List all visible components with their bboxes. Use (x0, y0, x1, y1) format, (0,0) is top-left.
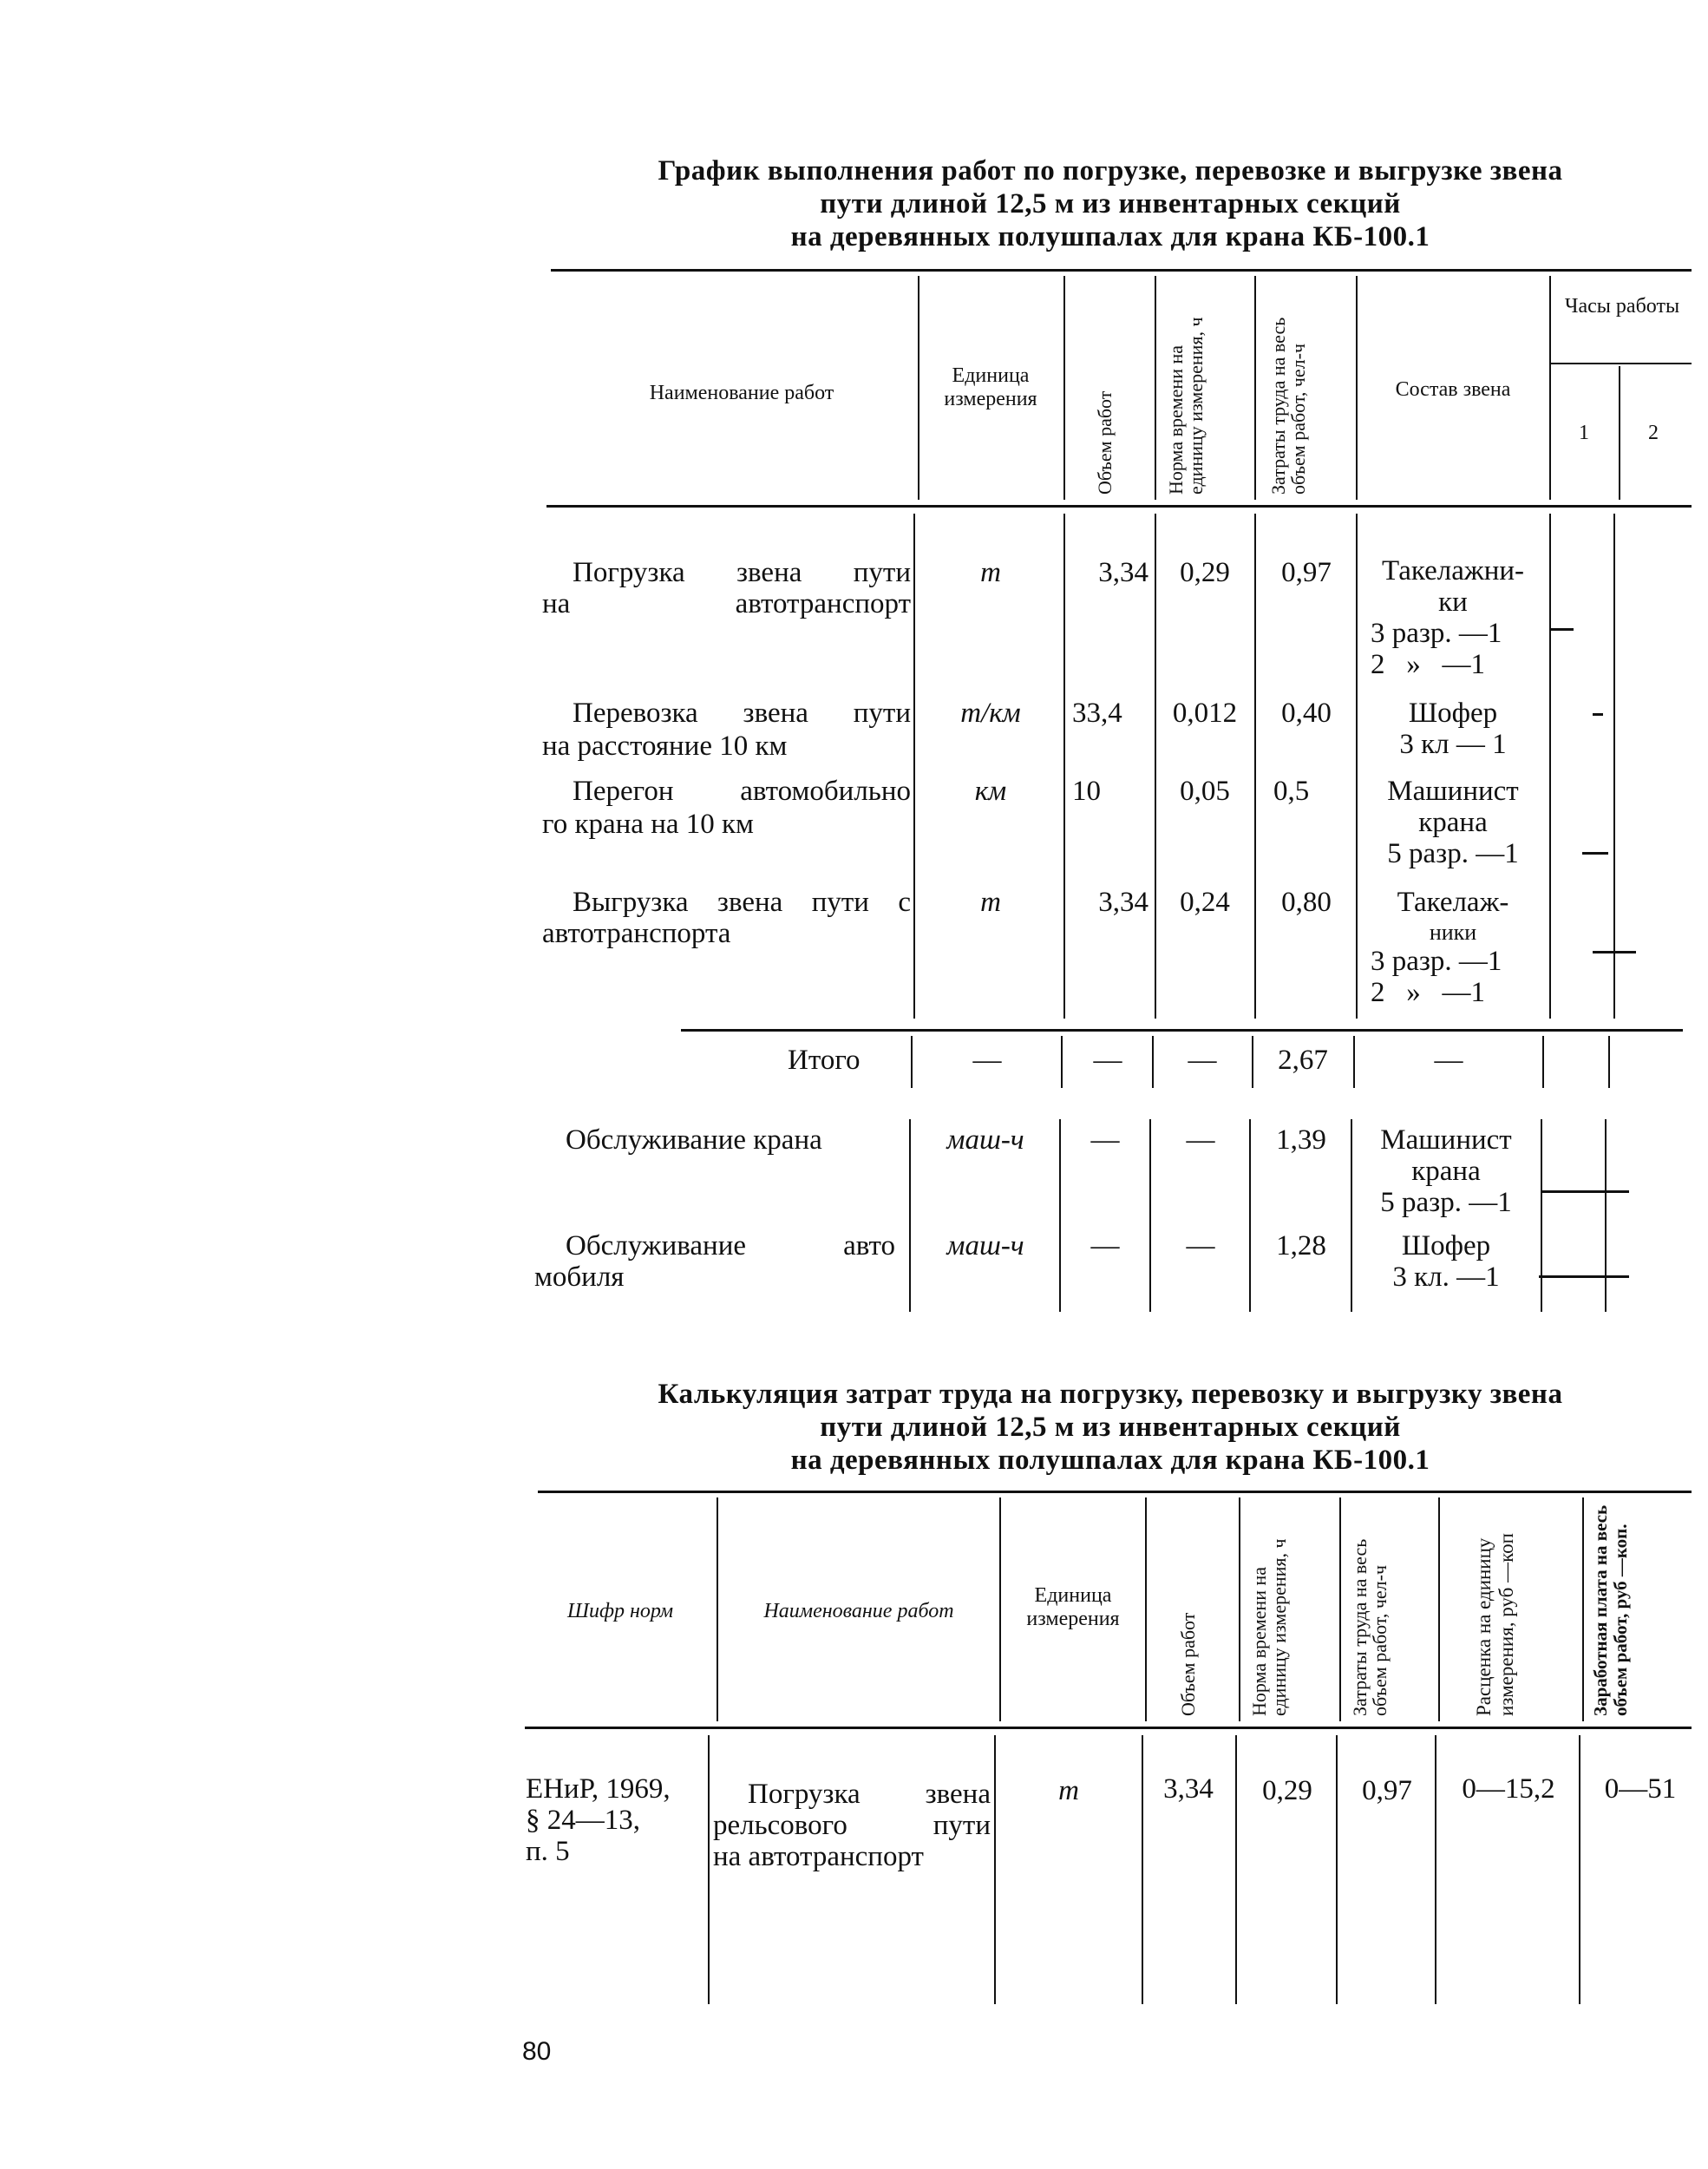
row-crew-line: 3 кл — 1 (1399, 729, 1507, 760)
table1-vline (1549, 276, 1551, 500)
table2-vline (1435, 1735, 1436, 2004)
schedule-bar (1542, 1190, 1629, 1193)
row-crew-line: 3 кл. —1 (1392, 1261, 1500, 1293)
table2-vline (708, 1735, 710, 2004)
row-code-line: п. 5 (526, 1836, 570, 1867)
row-norm: 0,29 (1180, 557, 1230, 588)
row-norm: 0,24 (1180, 887, 1230, 918)
row-unit: маш-ч (946, 1230, 1024, 1261)
table2-header-code: Шифр норм (566, 1600, 674, 1622)
table2-vline (1142, 1735, 1143, 2004)
page-number: 80 (522, 2037, 552, 2066)
table1-total-rule (681, 1029, 1683, 1032)
row-unit: т (1058, 1775, 1079, 1806)
table2-header-rate: Расценка на единицу измерения, руб —коп (1473, 1533, 1517, 1716)
table2-header-wage: Заработная плата на весь объем работ, руб —коп. (1590, 1504, 1631, 1716)
table2-header-norm: Норма времени на единицу измерения, ч (1248, 1538, 1290, 1716)
row-name-line1: Погрузка звена (748, 1779, 991, 1810)
table1-vline (1356, 514, 1358, 1019)
row-rate: 0—15,2 (1462, 1773, 1555, 1805)
table1-header-name: Наименование работ (649, 382, 834, 404)
row-crew-line: 2 » —1 (1371, 649, 1485, 680)
row-labor: 1,28 (1276, 1230, 1326, 1261)
table2-vline (1336, 1735, 1338, 2004)
row-volume: — (1090, 1124, 1120, 1156)
row-crew-line: крана (1418, 807, 1488, 838)
table1-vline (1152, 1036, 1154, 1088)
table1-vline (1249, 1119, 1251, 1312)
table2-header-volume: Объем работ (1177, 1612, 1199, 1716)
table1-vline (1063, 514, 1065, 1019)
table1-header-crew: Состав звена (1395, 378, 1511, 401)
row-code-line: § 24—13, (526, 1805, 640, 1836)
table2-vline (1239, 1497, 1240, 1721)
table2-header-rule (525, 1727, 1692, 1729)
row-name-line1: Перевозка звена пути (573, 698, 911, 729)
table1-title-line3: на деревянных полушпалах для крана КБ-100.1 (790, 221, 1430, 252)
table1-vline (1542, 1036, 1544, 1088)
row-norm: 0,05 (1180, 776, 1230, 807)
table1-vline (1252, 1036, 1253, 1088)
table1-vline (1351, 1119, 1352, 1312)
row-labor: 1,39 (1276, 1124, 1326, 1156)
total-label: Итого (788, 1045, 861, 1076)
table2-vline (1582, 1497, 1584, 1721)
table2-vline (994, 1735, 996, 2004)
row-name-line1: Обслуживание крана (566, 1124, 822, 1156)
row-volume: 33,4 (1072, 698, 1122, 729)
row-labor: 0,5 (1273, 776, 1310, 807)
row-name-line1: Погрузка звена пути (573, 557, 911, 588)
table1-vline (1155, 276, 1156, 500)
table2-title-line1: Калькуляция затрат труда на погрузку, перевозку и выгрузку звена (658, 1379, 1563, 1410)
row-name-line2: на расстояние 10 км (542, 731, 788, 762)
table2-vline (717, 1497, 718, 1721)
table1-title-line2: пути длиной 12,5 м из инвентарных секций (820, 188, 1401, 220)
row-crew-line: 5 разр. —1 (1387, 838, 1519, 869)
row-labor: 0,80 (1281, 887, 1332, 918)
table1-vline (1254, 276, 1256, 500)
row-crew-line: 2 » —1 (1371, 977, 1485, 1008)
table2-vline (1339, 1497, 1341, 1721)
row-unit: т (980, 887, 1001, 918)
row-labor: 0,40 (1281, 698, 1332, 729)
table1-vline (1353, 1036, 1355, 1088)
table1-vline (1608, 1036, 1610, 1088)
table2-vline (1235, 1735, 1237, 2004)
row-norm: 0,29 (1262, 1775, 1312, 1806)
table2-vline (1438, 1497, 1440, 1721)
table1-vline (1619, 366, 1620, 500)
row-name-line2: рельсового пути (713, 1810, 991, 1841)
row-norm: — (1186, 1230, 1215, 1261)
row-name-line2: мобиля (534, 1261, 625, 1293)
schedule-bar (1539, 1275, 1629, 1278)
row-crew-line: 3 разр. —1 (1371, 618, 1502, 649)
table1-vline (1613, 514, 1615, 1019)
row-unit: т/км (960, 698, 1021, 729)
row-norm: — (1186, 1124, 1215, 1156)
table1-hours-subrule (1551, 363, 1692, 364)
row-crew-line: ки (1438, 586, 1468, 618)
total-crew: — (1434, 1045, 1463, 1076)
table1-vline (1149, 1119, 1151, 1312)
table1-vline (918, 276, 919, 500)
table2-header-labor: Затраты труда на весь объем работ, чел-ч (1349, 1538, 1391, 1716)
table1-vline (1605, 1119, 1607, 1312)
table1-header-hour1: 1 (1579, 422, 1589, 444)
table1-vline (1549, 514, 1551, 1019)
row-unit: т (980, 557, 1001, 588)
schedule-bar (1549, 628, 1574, 631)
table1-vline (913, 514, 915, 1019)
table1-header-unit: Единица измерения (944, 364, 1037, 410)
row-wage: 0—51 (1604, 1773, 1677, 1805)
row-volume: 3,34 (1098, 887, 1148, 918)
total-unit: — (972, 1045, 1002, 1076)
table2-title-line3: на деревянных полушпалах для крана КБ-100.1 (790, 1445, 1430, 1476)
row-code-line: ЕНиР, 1969, (526, 1773, 671, 1805)
row-crew-line: Шофер (1408, 698, 1498, 729)
table2-header-name: Наименование работ (763, 1600, 954, 1622)
row-name-line3: на автотранспорт (713, 1841, 924, 1872)
schedule-bar (1593, 713, 1603, 716)
table2-header-unit: Единица измерения (1026, 1584, 1120, 1630)
row-unit: км (974, 776, 1007, 807)
row-name-line1: Выгрузка звена пути с (573, 887, 911, 918)
row-volume: 3,34 (1163, 1773, 1214, 1805)
table2-vline (999, 1497, 1001, 1721)
row-name-line1: Перегон автомобильно (573, 776, 911, 807)
total-norm: — (1188, 1045, 1217, 1076)
table1-vline (1155, 514, 1156, 1019)
table2-top-rule (538, 1491, 1692, 1493)
row-crew-line: ники (1429, 920, 1477, 945)
row-labor: 0,97 (1362, 1775, 1412, 1806)
table1-vline (911, 1036, 913, 1088)
row-volume: — (1090, 1230, 1120, 1261)
table1-header-hours: Часы работы (1564, 295, 1680, 318)
table1-header-norm: Норма времени на единицу измерения, ч (1165, 317, 1207, 495)
table1-title-line1: График выполнения работ по погрузке, перевозке и выгрузке звена (658, 155, 1563, 187)
row-crew-line: 3 разр. —1 (1371, 946, 1502, 977)
row-labor: 0,97 (1281, 557, 1332, 588)
row-crew-line: 5 разр. —1 (1380, 1187, 1512, 1218)
table1-vline (1059, 1119, 1061, 1312)
row-crew-line: Машинист (1387, 776, 1519, 807)
row-volume: 10 (1072, 776, 1101, 807)
row-name-line1: Обслуживание авто (566, 1230, 895, 1261)
row-crew-line: Шофер (1401, 1230, 1491, 1261)
table1-vline (1063, 276, 1065, 500)
row-crew-line: Такелажни- (1381, 555, 1525, 586)
row-name-line2: автотранспорта (542, 918, 731, 949)
table2-title-line2: пути длиной 12,5 м из инвентарных секций (820, 1412, 1401, 1443)
table2-vline (1145, 1497, 1147, 1721)
row-volume: 3,34 (1098, 557, 1148, 588)
table1-vline (1061, 1036, 1063, 1088)
row-unit: маш-ч (946, 1124, 1024, 1156)
table1-header-rule (546, 505, 1692, 508)
row-name-line2: на автотранспорт (542, 588, 911, 619)
schedule-bar (1582, 852, 1608, 855)
row-crew-line: Такелаж- (1397, 887, 1509, 918)
table1-header-hour2: 2 (1648, 422, 1659, 444)
schedule-bar (1593, 951, 1636, 953)
table1-vline (909, 1119, 911, 1312)
total-volume: — (1093, 1045, 1122, 1076)
table1-header-volume: Объем работ (1094, 390, 1116, 495)
row-crew-line: крана (1411, 1156, 1481, 1187)
table1-vline (1541, 1119, 1542, 1312)
total-labor: 2,67 (1278, 1045, 1328, 1076)
row-norm: 0,012 (1172, 698, 1238, 729)
table2-vline (1579, 1735, 1580, 2004)
table1-top-rule (551, 269, 1692, 272)
table1-vline (1356, 276, 1358, 500)
row-crew-line: Машинист (1380, 1124, 1512, 1156)
row-name-line2: го крана на 10 км (542, 809, 754, 840)
table1-vline (1254, 514, 1256, 1019)
table1-header-labor: Затраты труда на весь объем работ, чел-ч (1267, 317, 1309, 495)
